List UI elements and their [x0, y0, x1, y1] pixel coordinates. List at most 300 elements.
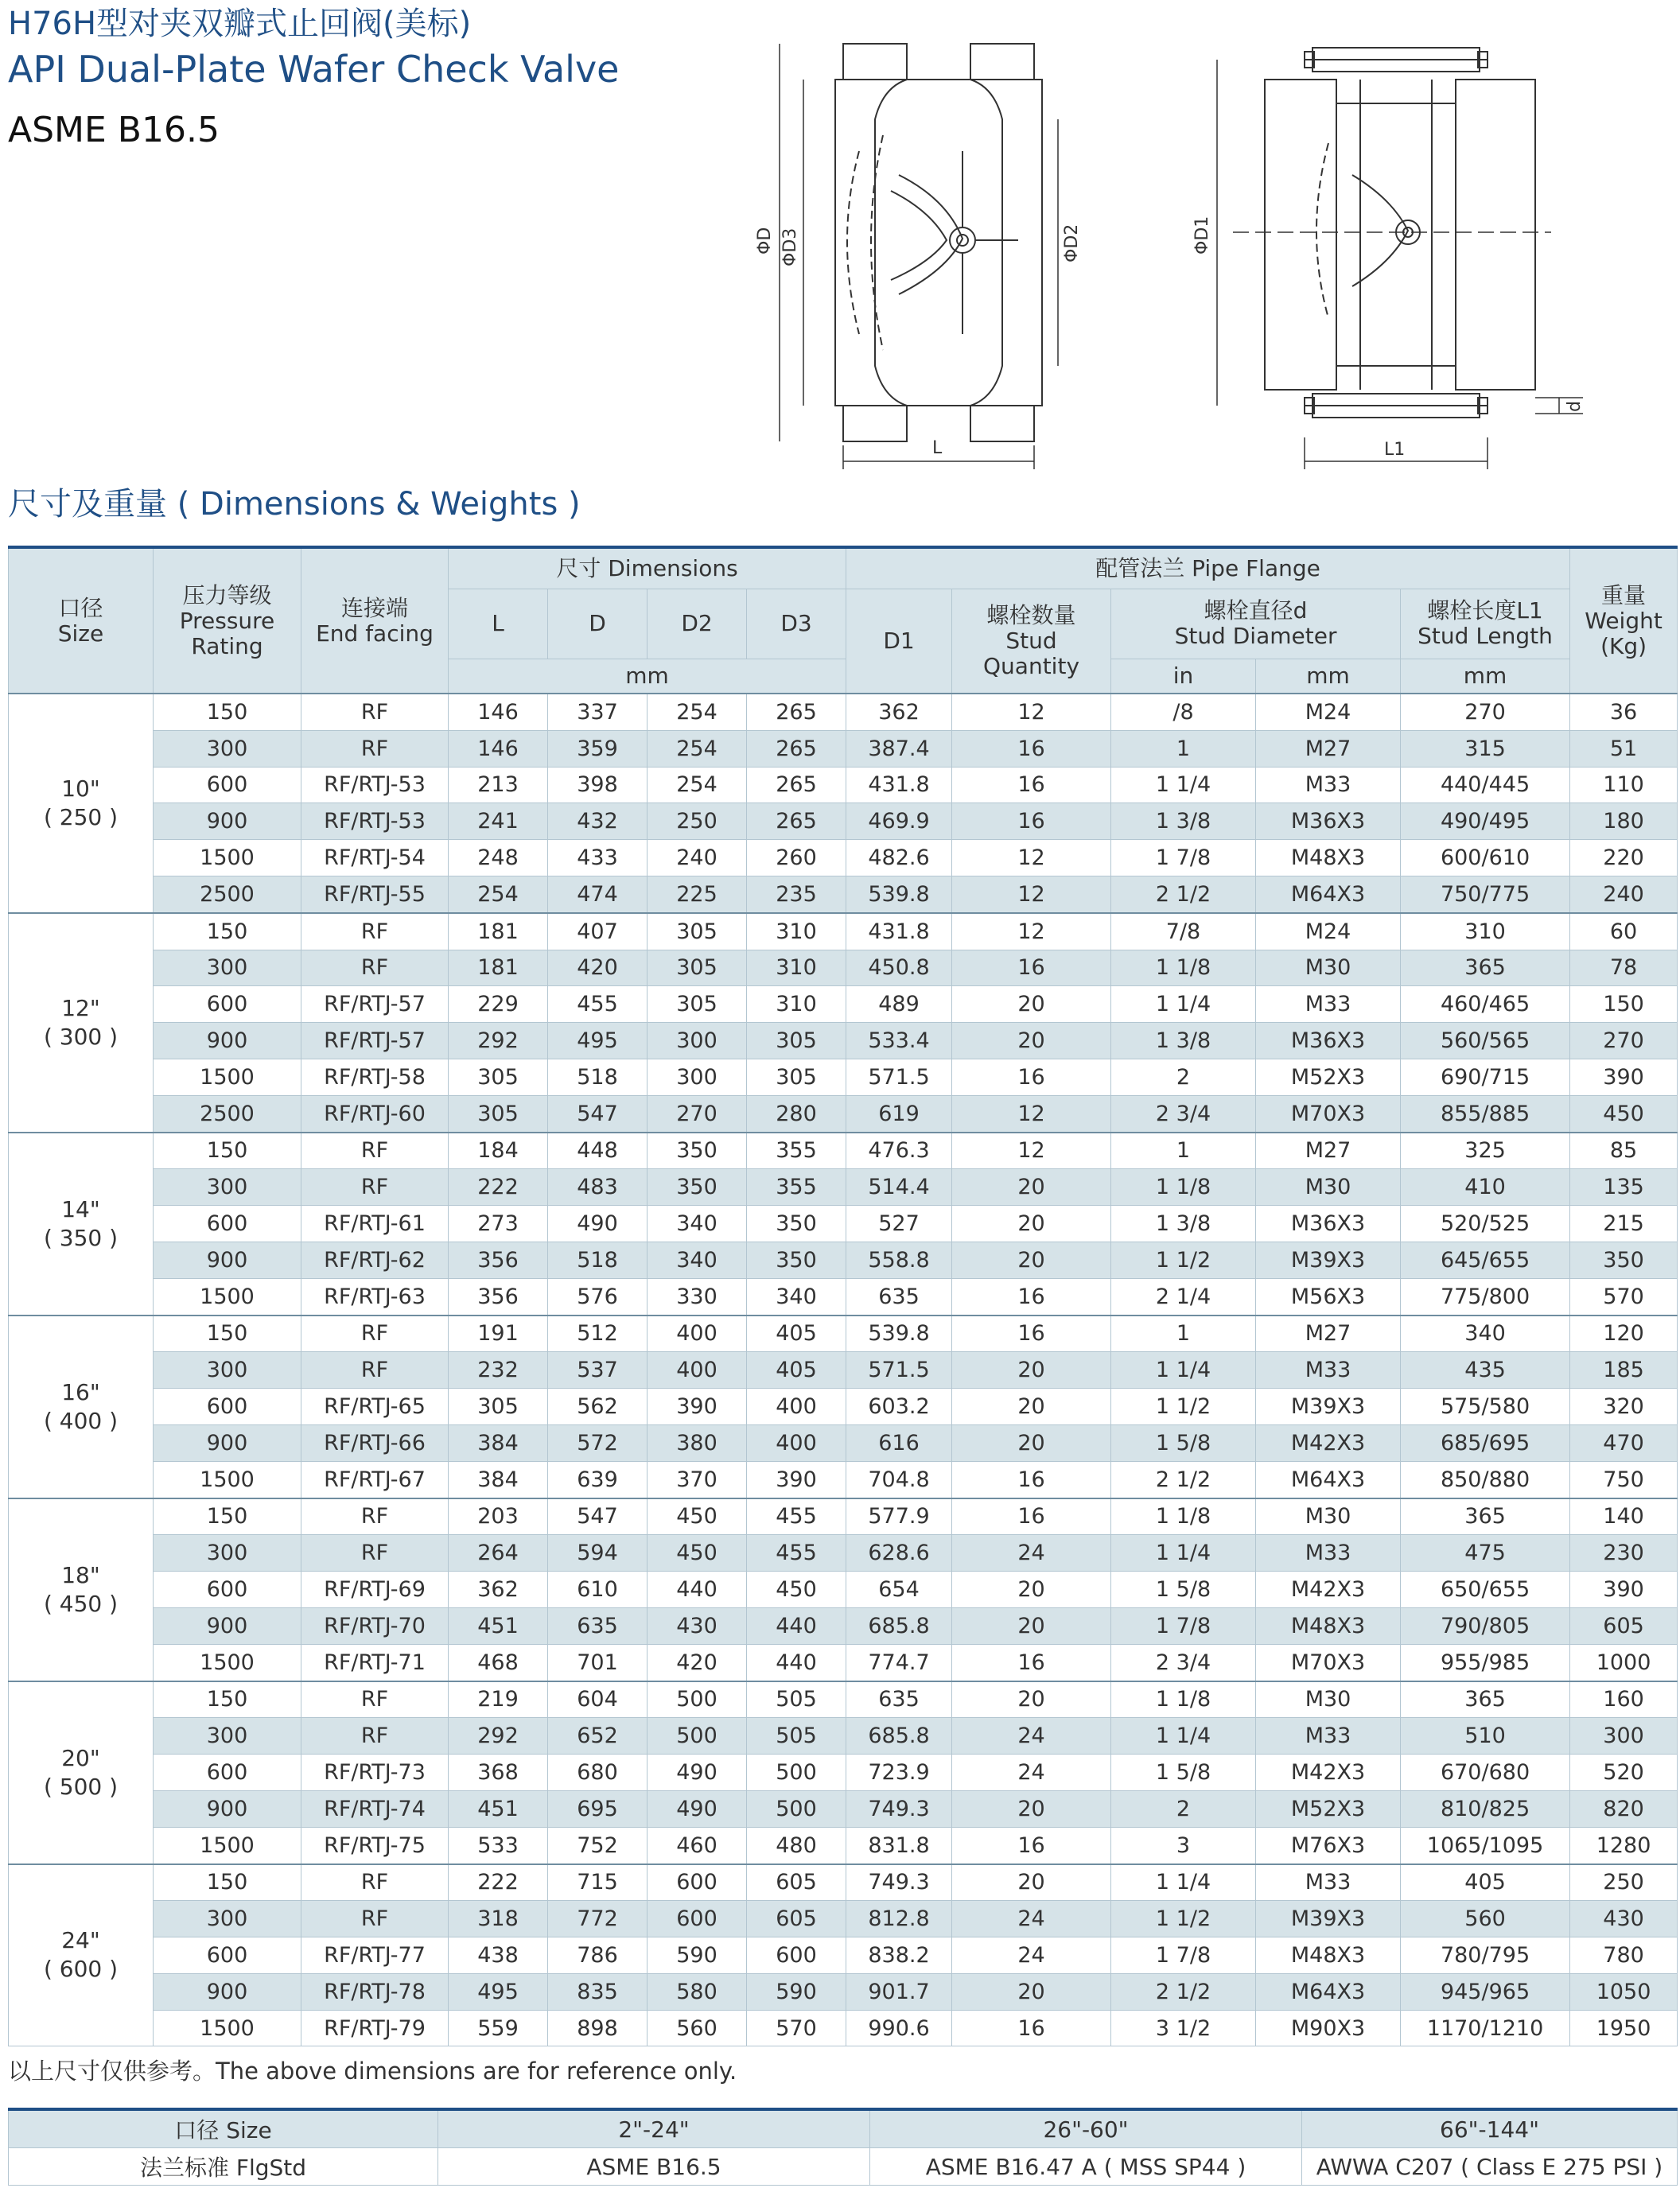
table-cell: 150	[154, 1864, 301, 1901]
table-cell: 16	[952, 767, 1111, 803]
table-cell: 180	[1570, 803, 1678, 840]
table-cell: 16	[952, 730, 1111, 767]
col-d-header: D	[548, 589, 648, 659]
table-row	[9, 1901, 1678, 1937]
table-cell: 450	[1570, 1095, 1678, 1132]
label-d1: ΦD1	[1192, 216, 1212, 255]
col-end-header: 连接端 End facing	[301, 547, 449, 694]
table-row	[9, 1461, 1678, 1498]
table-cell: 600	[154, 986, 301, 1023]
table-cell: 495	[548, 1023, 648, 1059]
table-cell: 20	[952, 1790, 1111, 1827]
table-cell: 1 1/4	[1111, 1718, 1256, 1755]
table-cell: 1500	[154, 1278, 301, 1315]
table-cell: 356	[449, 1242, 548, 1278]
table-cell: 1 5/8	[1111, 1755, 1256, 1791]
table-cell: RF	[301, 1498, 449, 1535]
flg-header-range3: 66"-144"	[1302, 2109, 1678, 2148]
table-cell: 786	[548, 1937, 648, 1974]
table-cell: 78	[1570, 950, 1678, 986]
table-cell: M70X3	[1256, 1644, 1401, 1681]
table-row	[9, 1169, 1678, 1206]
table-cell: 225	[648, 876, 747, 912]
table-cell: 325	[1401, 1133, 1570, 1169]
table-cell: 1 1/4	[1111, 767, 1256, 803]
table-cell: 571.5	[846, 1352, 952, 1389]
table-cell: 1	[1111, 1133, 1256, 1169]
table-cell: 305	[648, 913, 747, 950]
table-cell: 505	[747, 1681, 846, 1718]
table-cell: RF/RTJ-62	[301, 1242, 449, 1278]
reference-note: 以上尺寸仅供参考。The above dimensions are for reference only.	[8, 2058, 737, 2085]
table-cell: 600/610	[1401, 840, 1570, 876]
table-cell: 16	[952, 1827, 1111, 1863]
table-cell: RF/RTJ-75	[301, 1827, 449, 1863]
table-row	[9, 1864, 1678, 1901]
table-cell: 1500	[154, 1644, 301, 1681]
table-cell: 1 3/8	[1111, 803, 1256, 840]
table-cell: RF/RTJ-58	[301, 1059, 449, 1095]
table-cell: 150	[154, 913, 301, 950]
table-row	[9, 876, 1678, 912]
table-cell: 384	[449, 1461, 548, 1498]
table-cell: 898	[548, 2010, 648, 2046]
table-cell: RF	[301, 1133, 449, 1169]
table-cell: 900	[154, 803, 301, 840]
table-cell: 1500	[154, 840, 301, 876]
table-cell: 901.7	[846, 1973, 952, 2010]
size-cell: 20" ( 500 )	[9, 1681, 154, 1864]
table-cell: 514.4	[846, 1169, 952, 1206]
table-cell: 390	[648, 1389, 747, 1425]
table-cell: 305	[449, 1059, 548, 1095]
table-cell: 355	[747, 1169, 846, 1206]
table-cell: RF/RTJ-57	[301, 1023, 449, 1059]
table-cell: M27	[1256, 1133, 1401, 1169]
table-cell: RF/RTJ-53	[301, 803, 449, 840]
table-cell: M42X3	[1256, 1572, 1401, 1608]
table-cell: 600	[154, 1572, 301, 1608]
table-cell: 1 1/8	[1111, 1681, 1256, 1718]
table-cell: RF/RTJ-77	[301, 1937, 449, 1974]
table-cell: 254	[648, 730, 747, 767]
table-cell: 750/775	[1401, 876, 1570, 912]
table-cell: 330	[648, 1278, 747, 1315]
table-cell: 12	[952, 1133, 1111, 1169]
table-cell: 685/695	[1401, 1424, 1570, 1461]
table-cell: 264	[449, 1535, 548, 1572]
table-cell: 24	[952, 1535, 1111, 1572]
col-l-header: L	[449, 589, 548, 659]
table-cell: 438	[449, 1937, 548, 1974]
table-cell: M42X3	[1256, 1424, 1401, 1461]
table-cell: 562	[548, 1389, 648, 1425]
table-cell: 610	[548, 1572, 648, 1608]
table-cell: 20	[952, 1389, 1111, 1425]
table-row	[9, 1278, 1678, 1315]
table-cell: 340	[1401, 1316, 1570, 1352]
table-cell: 483	[548, 1169, 648, 1206]
table-cell: 292	[449, 1023, 548, 1059]
table-cell: 380	[648, 1424, 747, 1461]
table-cell: 16	[952, 1059, 1111, 1095]
table-cell: 241	[449, 803, 548, 840]
flg-std-3: AWWA C207 ( Class E 275 PSI )	[1302, 2148, 1678, 2186]
table-cell: 300	[154, 1535, 301, 1572]
label-d: ΦD	[755, 227, 775, 255]
table-cell: 1 1/4	[1111, 1535, 1256, 1572]
size-cell: 12" ( 300 )	[9, 913, 154, 1133]
table-cell: RF/RTJ-54	[301, 840, 449, 876]
table-cell: M52X3	[1256, 1790, 1401, 1827]
table-cell: M42X3	[1256, 1755, 1401, 1791]
table-cell: 440	[648, 1572, 747, 1608]
table-cell: 85	[1570, 1133, 1678, 1169]
table-row	[9, 803, 1678, 840]
table-cell: 219	[449, 1681, 548, 1718]
table-cell: 2500	[154, 1095, 301, 1132]
table-cell: 431.8	[846, 767, 952, 803]
table-cell: 405	[747, 1316, 846, 1352]
flg-header-size: 口径 Size	[9, 2109, 438, 2148]
table-cell: 235	[747, 876, 846, 912]
table-cell: 468	[449, 1644, 548, 1681]
col-stud-len-header: 螺栓长度L1 Stud Length	[1401, 589, 1570, 659]
table-cell: 701	[548, 1644, 648, 1681]
flange-standard-table	[8, 2108, 1678, 2186]
table-cell: 820	[1570, 1790, 1678, 1827]
table-cell: 250	[1570, 1864, 1678, 1901]
table-cell: 435	[1401, 1352, 1570, 1389]
table-cell: 1 7/8	[1111, 840, 1256, 876]
table-row	[9, 694, 1678, 730]
table-cell: 185	[1570, 1352, 1678, 1389]
table-cell: 300	[648, 1023, 747, 1059]
table-row	[9, 1133, 1678, 1169]
table-cell: 305	[648, 950, 747, 986]
table-cell: 232	[449, 1352, 548, 1389]
table-cell: 248	[449, 840, 548, 876]
table-cell: 490/495	[1401, 803, 1570, 840]
table-cell: 213	[449, 767, 548, 803]
table-cell: 475	[1401, 1535, 1570, 1572]
table-cell: 365	[1401, 1681, 1570, 1718]
table-cell: 20	[952, 1572, 1111, 1608]
table-cell: M30	[1256, 1169, 1401, 1206]
table-cell: 181	[449, 950, 548, 986]
table-cell: /8	[1111, 694, 1256, 730]
table-cell: 350	[648, 1169, 747, 1206]
table-cell: 715	[548, 1864, 648, 1901]
table-cell: 476.3	[846, 1133, 952, 1169]
table-cell: RF/RTJ-74	[301, 1790, 449, 1827]
table-cell: 1 1/4	[1111, 1864, 1256, 1901]
table-cell: M39X3	[1256, 1901, 1401, 1937]
table-cell: 300	[648, 1059, 747, 1095]
flg-row-label: 法兰标准 FlgStd	[9, 2148, 438, 2186]
table-row	[9, 1681, 1678, 1718]
table-cell: M56X3	[1256, 1278, 1401, 1315]
table-cell: 450.8	[846, 950, 952, 986]
table-cell: 450	[648, 1535, 747, 1572]
table-cell: 2500	[154, 876, 301, 912]
table-cell: 775/800	[1401, 1278, 1570, 1315]
table-cell: 315	[1401, 730, 1570, 767]
table-cell: 812.8	[846, 1901, 952, 1937]
table-cell: RF/RTJ-57	[301, 986, 449, 1023]
table-cell: 16	[952, 1316, 1111, 1352]
table-cell: 432	[548, 803, 648, 840]
table-cell: 300	[1570, 1718, 1678, 1755]
table-cell: 191	[449, 1316, 548, 1352]
table-cell: 390	[747, 1461, 846, 1498]
flg-header-range1: 2"-24"	[438, 2109, 870, 2148]
table-cell: M33	[1256, 767, 1401, 803]
table-cell: 310	[1401, 913, 1570, 950]
table-cell: 470	[1570, 1424, 1678, 1461]
label-l: L	[932, 438, 943, 458]
table-cell: 20	[952, 1242, 1111, 1278]
table-cell: 350	[1570, 1242, 1678, 1278]
table-cell: M48X3	[1256, 1937, 1401, 1974]
table-cell: RF	[301, 1316, 449, 1352]
table-cell: M76X3	[1256, 1827, 1401, 1863]
table-cell: RF	[301, 694, 449, 730]
table-cell: 605	[1570, 1607, 1678, 1644]
table-cell: 654	[846, 1572, 952, 1608]
table-cell: M33	[1256, 986, 1401, 1023]
table-cell: 605	[747, 1901, 846, 1937]
table-cell: 594	[548, 1535, 648, 1572]
label-l1: L1	[1384, 440, 1406, 460]
table-cell: 20	[952, 1023, 1111, 1059]
table-cell: 2 1/4	[1111, 1278, 1256, 1315]
size-cell: 10" ( 250 )	[9, 694, 154, 913]
label-bolt-d: d	[1565, 401, 1585, 412]
table-cell: 945/965	[1401, 1973, 1570, 2010]
table-cell: 146	[449, 694, 548, 730]
table-cell: 635	[846, 1681, 952, 1718]
table-cell: 265	[747, 767, 846, 803]
table-cell: 2 1/2	[1111, 1973, 1256, 2010]
table-cell: 350	[747, 1242, 846, 1278]
table-cell: RF	[301, 1169, 449, 1206]
table-cell: 518	[548, 1242, 648, 1278]
table-cell: 576	[548, 1278, 648, 1315]
table-cell: 254	[449, 876, 548, 912]
table-cell: 359	[548, 730, 648, 767]
table-cell: 510	[1401, 1718, 1570, 1755]
table-cell: 570	[1570, 1278, 1678, 1315]
table-cell: 600	[154, 1206, 301, 1242]
table-cell: 1 3/8	[1111, 1023, 1256, 1059]
table-cell: 1 7/8	[1111, 1937, 1256, 1974]
table-cell: 390	[1570, 1572, 1678, 1608]
table-cell: 365	[1401, 1498, 1570, 1535]
table-cell: 500	[747, 1790, 846, 1827]
table-cell: 310	[747, 986, 846, 1023]
table-cell: 533	[449, 1827, 548, 1863]
table-cell: 400	[747, 1389, 846, 1425]
table-row	[9, 1755, 1678, 1791]
table-cell: 2 3/4	[1111, 1095, 1256, 1132]
table-cell: 500	[648, 1718, 747, 1755]
table-cell: 150	[154, 694, 301, 730]
table-cell: 685.8	[846, 1718, 952, 1755]
table-cell: 24	[952, 1755, 1111, 1791]
table-row	[9, 1572, 1678, 1608]
table-cell: 469.9	[846, 803, 952, 840]
table-cell: 600	[154, 1755, 301, 1791]
label-d3: ΦD3	[780, 227, 800, 266]
stud-dia-mm-header: mm	[1256, 659, 1401, 694]
table-cell: 900	[154, 1973, 301, 2010]
table-cell: 2 3/4	[1111, 1644, 1256, 1681]
table-cell: 780/795	[1401, 1937, 1570, 1974]
table-cell: 390	[1570, 1059, 1678, 1095]
table-cell: 16	[952, 2010, 1111, 2046]
table-cell: 850/880	[1401, 1461, 1570, 1498]
table-cell: 1 1/4	[1111, 986, 1256, 1023]
table-cell: RF/RTJ-61	[301, 1206, 449, 1242]
table-cell: 752	[548, 1827, 648, 1863]
table-row	[9, 986, 1678, 1023]
table-cell: 387.4	[846, 730, 952, 767]
table-cell: RF/RTJ-71	[301, 1644, 449, 1681]
col-d1-header: D1	[846, 589, 952, 694]
table-cell: RF/RTJ-63	[301, 1278, 449, 1315]
table-cell: 20	[952, 986, 1111, 1023]
table-cell: 512	[548, 1316, 648, 1352]
table-cell: 500	[747, 1755, 846, 1791]
table-cell: 749.3	[846, 1864, 952, 1901]
table-cell: 433	[548, 840, 648, 876]
table-row	[9, 1790, 1678, 1827]
table-cell: 60	[1570, 913, 1678, 950]
stud-dia-in-header: in	[1111, 659, 1256, 694]
table-cell: 635	[846, 1278, 952, 1315]
table-row	[9, 1424, 1678, 1461]
table-cell: 539.8	[846, 876, 952, 912]
table-cell: 1	[1111, 1316, 1256, 1352]
valve-installed-drawing	[1185, 32, 1599, 477]
table-cell: 539.8	[846, 1316, 952, 1352]
dimensions-header: 尺寸 Dimensions	[449, 547, 846, 589]
table-cell: 300	[154, 1169, 301, 1206]
table-cell: 500	[648, 1681, 747, 1718]
table-cell: 230	[1570, 1535, 1678, 1572]
table-cell: 835	[548, 1973, 648, 2010]
table-cell: 533.4	[846, 1023, 952, 1059]
table-cell: M39X3	[1256, 1389, 1401, 1425]
table-cell: 51	[1570, 730, 1678, 767]
table-cell: 451	[449, 1607, 548, 1644]
table-cell: 2 1/2	[1111, 876, 1256, 912]
table-cell: 430	[648, 1607, 747, 1644]
table-cell: 300	[154, 1901, 301, 1937]
table-cell: 160	[1570, 1681, 1678, 1718]
table-cell: RF	[301, 1718, 449, 1755]
table-row	[9, 1827, 1678, 1863]
table-cell: 1 1/2	[1111, 1389, 1256, 1425]
table-cell: 1 7/8	[1111, 1607, 1256, 1644]
pipe-flange-header: 配管法兰 Pipe Flange	[846, 547, 1570, 589]
table-cell: 838.2	[846, 1937, 952, 1974]
table-cell: 1500	[154, 1059, 301, 1095]
table-cell: RF/RTJ-70	[301, 1607, 449, 1644]
table-cell: RF	[301, 950, 449, 986]
table-row	[9, 1973, 1678, 2010]
table-cell: RF/RTJ-66	[301, 1424, 449, 1461]
table-cell: 150	[154, 1316, 301, 1352]
table-cell: 254	[648, 767, 747, 803]
table-cell: 16	[952, 950, 1111, 986]
table-row	[9, 1937, 1678, 1974]
table-cell: 560	[648, 2010, 747, 2046]
col-stud-qty-header: 螺栓数量 Stud Quantity	[952, 589, 1111, 694]
table-cell: 448	[548, 1133, 648, 1169]
table-cell: M33	[1256, 1718, 1401, 1755]
table-cell: 36	[1570, 694, 1678, 730]
table-row	[9, 840, 1678, 876]
table-cell: 20	[952, 1864, 1111, 1901]
standard-label: ASME B16.5	[8, 110, 220, 150]
table-cell: 150	[1570, 986, 1678, 1023]
table-cell: 365	[1401, 950, 1570, 986]
table-cell: M48X3	[1256, 1607, 1401, 1644]
table-cell: 455	[747, 1535, 846, 1572]
table-cell: 704.8	[846, 1461, 952, 1498]
size-cell: 14" ( 350 )	[9, 1133, 154, 1316]
table-cell: 150	[154, 1498, 301, 1535]
table-cell: 460/465	[1401, 986, 1570, 1023]
table-cell: 1 5/8	[1111, 1572, 1256, 1608]
table-cell: 690/715	[1401, 1059, 1570, 1095]
table-cell: 12	[952, 840, 1111, 876]
table-cell: 24	[952, 1901, 1111, 1937]
table-cell: 474	[548, 876, 648, 912]
table-cell: RF	[301, 1681, 449, 1718]
table-cell: 24	[952, 1718, 1111, 1755]
table-cell: 146	[449, 730, 548, 767]
table-cell: 505	[747, 1718, 846, 1755]
table-cell: RF	[301, 1901, 449, 1937]
col-stud-dia-header: 螺栓直径d Stud Diameter	[1111, 589, 1401, 659]
table-cell: 600	[154, 1389, 301, 1425]
table-row	[9, 1316, 1678, 1352]
stud-len-unit-header: mm	[1401, 659, 1570, 694]
table-cell: 604	[548, 1681, 648, 1718]
table-cell: 420	[648, 1644, 747, 1681]
table-cell: 220	[1570, 840, 1678, 876]
table-cell: RF/RTJ-69	[301, 1572, 449, 1608]
table-cell: 749.3	[846, 1790, 952, 1827]
table-cell: 305	[449, 1389, 548, 1425]
table-cell: 292	[449, 1718, 548, 1755]
table-cell: M36X3	[1256, 1206, 1401, 1242]
table-cell: 520/525	[1401, 1206, 1570, 1242]
table-cell: 265	[747, 694, 846, 730]
table-cell: 222	[449, 1169, 548, 1206]
table-cell: M64X3	[1256, 876, 1401, 912]
table-cell: 1	[1111, 730, 1256, 767]
flg-std-2: ASME B16.47 A ( MSS SP44 )	[870, 2148, 1302, 2186]
dimensions-table	[8, 546, 1678, 2046]
table-cell: 790/805	[1401, 1607, 1570, 1644]
table-cell: 855/885	[1401, 1095, 1570, 1132]
table-cell: 480	[747, 1827, 846, 1863]
table-row	[9, 1206, 1678, 1242]
